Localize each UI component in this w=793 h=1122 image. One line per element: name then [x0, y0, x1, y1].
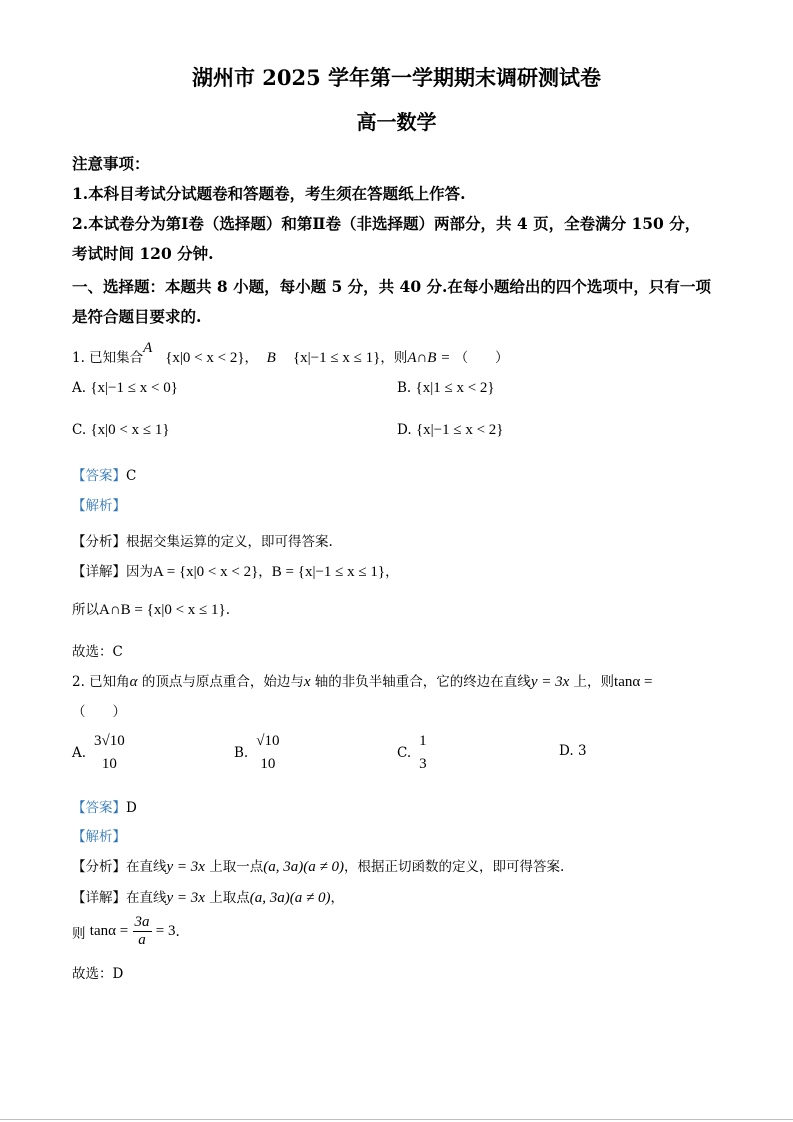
- q2-choose: 故选：D: [72, 966, 124, 982]
- question-1-stem: [72, 340, 509, 367]
- q1-set-b-name: B: [266, 350, 276, 366]
- q2-detail: [72, 886, 344, 907]
- q2-detail-p3: ，: [330, 890, 344, 906]
- q1-option-d-value: {x|−1 ≤ x < 2}: [415, 422, 504, 438]
- q1-option-b-label: B.: [397, 380, 412, 396]
- q2-option-b: [234, 733, 281, 774]
- q2-fenxi-line: y = 3x: [166, 859, 205, 875]
- q1-detail-end: ，: [385, 564, 399, 580]
- q1-prefix: 1. 已知集合: [72, 350, 144, 366]
- q2-option-c-denominator: 3: [419, 756, 427, 773]
- q2-fenxi-p3: ，根据正切函数的定义，即可得答案.: [343, 859, 565, 875]
- q2-option-b-denominator: 10: [260, 756, 276, 773]
- q1-ask: A∩B =: [407, 350, 451, 366]
- q2-answer-value: D: [126, 800, 137, 816]
- q2-p3: 轴的非负半轴重合，它的终边在直线: [310, 674, 531, 690]
- q2-alpha: α: [129, 674, 138, 690]
- q1-detail-set-b: B = {x|−1 ≤ x ≤ 1}: [271, 564, 386, 580]
- q1-detail-comma: ，: [258, 564, 272, 580]
- q2-option-b-fraction: [254, 733, 281, 774]
- q1-then: ，则: [380, 350, 408, 366]
- doc-title: 湖州市 2025 学年第一学期期末调研测试卷: [191, 65, 602, 90]
- section-1-heading-line-1: 一、选择题：本题共 8 小题，每小题 5 分，共 40 分.在每小题给出的四个选项中，只有一项: [72, 277, 711, 296]
- q1-fenxi-text: 根据交集运算的定义，即可得答案.: [126, 534, 333, 550]
- q2-option-c-fraction: [417, 733, 429, 774]
- q1-option-a: [72, 380, 178, 397]
- q2-p4: 上，则: [569, 674, 615, 690]
- q1-so-prefix: 所以: [72, 602, 99, 618]
- notice-item-2-line-1: 2.本试卷分为第Ⅰ卷（选择题）和第Ⅱ卷（非选择题）两部分，共 4 页，全卷满分 150 分，: [72, 214, 701, 233]
- q1-fenxi-label: 【分析】: [72, 534, 126, 550]
- q2-tan-fraction: [133, 914, 152, 950]
- q2-answer: [72, 796, 137, 816]
- q1-set-a-body: {x|0 < x < 2}: [165, 350, 245, 366]
- q2-option-a: [72, 733, 127, 774]
- q2-option-c: [397, 733, 429, 774]
- q2-fenxi-p2: 上取一点: [204, 859, 264, 875]
- q1-answer-label: 【答案】: [72, 468, 126, 484]
- notice-heading: 注意事项：: [72, 154, 150, 173]
- q1-option-d: [397, 422, 504, 439]
- q1-set-a-name: A: [143, 340, 153, 356]
- q2-option-a-denominator: 10: [101, 756, 117, 773]
- q2-option-a-numerator: 3√10: [94, 733, 125, 749]
- page-bottom-divider: [0, 1119, 793, 1120]
- notice-item-2-line-2: 考试时间 120 分钟.: [72, 244, 214, 263]
- q1-analysis-label: 【解析】: [72, 498, 126, 514]
- q1-option-b-value: {x|1 ≤ x < 2}: [415, 380, 495, 396]
- q2-detail-label: 【详解】: [72, 890, 126, 906]
- q1-option-c: [72, 422, 170, 439]
- q1-answer: [72, 464, 136, 484]
- q2-paren: （ ）: [72, 704, 126, 720]
- q2-option-a-fraction: [92, 733, 127, 774]
- q2-fenxi-label: 【分析】: [72, 859, 126, 875]
- q2-detail-p1: 在直线: [126, 890, 167, 906]
- q2-option-d-value: 3: [577, 743, 587, 759]
- q2-line: y = 3x: [530, 674, 570, 690]
- q1-detail-set-a: A = {x|0 < x < 2}: [153, 564, 259, 580]
- q1-so-math: A∩B = {x|0 < x ≤ 1}: [99, 602, 226, 618]
- q2-analysis-label: 【解析】: [72, 829, 126, 845]
- q1-answer-value: C: [126, 468, 137, 484]
- q1-option-c-label: C.: [72, 422, 87, 438]
- section-1-heading-line-2: 是符合题目要求的.: [72, 307, 202, 326]
- q2-option-c-label: C.: [397, 745, 412, 762]
- q2-detail-p2: 上取点: [204, 890, 250, 906]
- q2-option-d-label: D.: [559, 743, 574, 759]
- q1-option-d-label: D.: [397, 422, 412, 438]
- q2-fenxi-p1: 在直线: [126, 859, 167, 875]
- q1-choose: 故选：C: [72, 644, 123, 660]
- q1-option-c-value: {x|0 < x ≤ 1}: [90, 422, 170, 438]
- q2-tan-denominator: a: [138, 932, 146, 949]
- q2-option-a-label: A.: [72, 745, 87, 762]
- q2-fenxi-point: (a, 3a)(a ≠ 0): [263, 859, 344, 875]
- q1-detail: [72, 560, 399, 581]
- q1-fenxi: [72, 530, 333, 550]
- q2-tan: tanα =: [614, 674, 653, 690]
- q2-option-d: [559, 743, 587, 759]
- q1-option-b: [397, 380, 495, 397]
- q1-paren: （ ）: [454, 350, 509, 366]
- q1-detail-label: 【详解】: [72, 564, 126, 580]
- q2-tan-lhs: tanα =: [89, 923, 129, 940]
- q2-detail-point: (a, 3a)(a ≠ 0): [249, 890, 331, 906]
- q2-option-c-numerator: 1: [419, 733, 427, 749]
- q2-tan-result: [72, 914, 180, 950]
- q2-tan-rhs: = 3: [155, 923, 176, 940]
- q2-detail-line: y = 3x: [166, 890, 205, 906]
- q2-option-b-label: B.: [234, 745, 249, 762]
- q2-then: 则: [72, 925, 86, 942]
- question-2-stem: [72, 670, 652, 691]
- q1-option-a-label: A.: [72, 380, 87, 396]
- q2-answer-label: 【答案】: [72, 800, 126, 816]
- notice-item-1: 1.本科目考试分试题卷和答题卷，考生须在答题纸上作答.: [72, 184, 466, 203]
- q2-p2: 的顶点与原点重合，始边与: [137, 674, 304, 690]
- q2-option-b-numerator: √10: [256, 733, 280, 749]
- q1-separator: ，: [244, 350, 259, 366]
- q2-tan-end: .: [175, 923, 180, 940]
- q2-p1: 2. 已知角: [72, 674, 130, 690]
- q2-x: x: [303, 674, 311, 690]
- q2-fenxi: [72, 855, 564, 876]
- q1-option-a-value: {x|−1 ≤ x < 0}: [90, 380, 178, 396]
- doc-subtitle: 高一数学: [356, 110, 437, 134]
- q1-detail-prefix: 因为: [126, 564, 153, 580]
- q1-set-b-body: {x|−1 ≤ x ≤ 1}: [292, 350, 381, 366]
- q2-tan-numerator: 3a: [133, 914, 152, 932]
- q1-so-end: .: [225, 602, 231, 618]
- q1-conclusion: [72, 598, 230, 619]
